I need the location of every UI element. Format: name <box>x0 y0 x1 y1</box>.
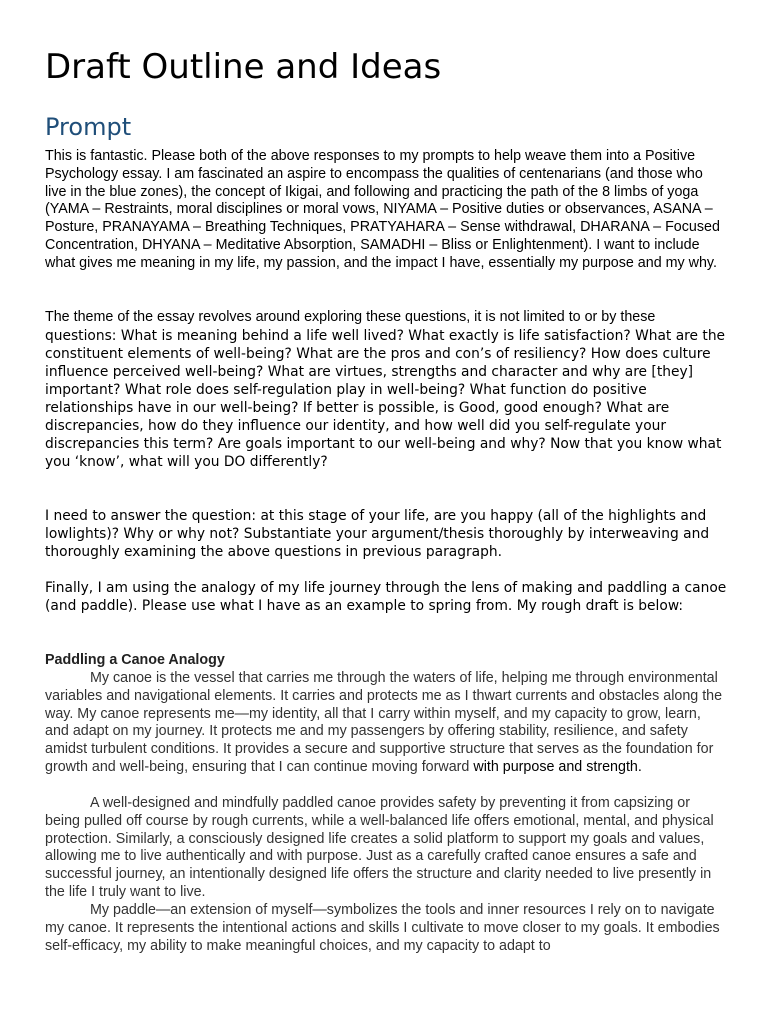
prompt-paragraph-2-lead: The theme of the essay revolves around exploring these questions, it is not limited to or by these <box>45 309 656 325</box>
prompt-heading: Prompt <box>45 113 132 141</box>
prompt-paragraph-3: I need to answer the question: at this stage of your life, are you happy (all of the highlights and lowlights)? Why or why not? Substantiate your argument/thesis thoroughly by interweaving and thoroughly examining the above questions in previous paragraph. <box>45 508 710 560</box>
canoe-paragraph-1 <box>45 670 727 777</box>
prompt-paragraph-4: Finally, I am using the analogy of my life journey through the lens of making and paddling a canoe (and paddle). Please use what I have as an example to spring from. My rough draft is below: <box>45 580 727 614</box>
canoe-analogy-heading: Paddling a Canoe Analogy <box>45 652 225 668</box>
canoe-paragraph-1-main: My canoe is the vessel that carries me through the waters of life, helping me through environmental variables and navigational elements. It carries and protects me as I thwart currents and obstacles along the way. My canoe represents me—my identity, all that I carry within myself, and my capacity to grow, learn, and adapt on my journey. It protects me and my passengers by offering stability, resilience, and safety amidst turbulent conditions. It provides a secure and supportive structure that serves as the foundation for growth and well-being, ensuring that I can continue moving forward <box>45 670 723 775</box>
canoe-paragraph-1-end: with purpose and strength. <box>469 758 642 775</box>
canoe-paragraph-3: My paddle—an extension of myself—symbolizes the tools and inner resources I rely on to navigate my canoe. It represents the intentional actions and skills I cultivate to move closer to my goals. It embodies self-efficacy, my ability to make meaningful choices, and my capacity to adapt to <box>45 902 720 954</box>
prompt-paragraph-1: This is fantastic. Please both of the above responses to my prompts to help weave them into a Positive Psychology essay. I am fascinated an aspire to encompass the qualities of centenarians (and those who live in the blue zones), the concept of Ikigai, and following and practicing the path of the 8 limbs of yoga (YAMA – Restraints, moral disciplines or moral vows, NIYAMA – Positive duties or observances, ASANA – Posture, PRANAYAMA – Breathing Techniques, PRATYAHARA – Sense withdrawal, DHARANA – Focused Concentration, DHYANA – Meditative Absorption, SAMADHI – Bliss or Enlightenment). I want to include what gives me meaning in my life, my passion, and the impact I have, essentially my purpose and my why. <box>45 148 720 271</box>
prompt-paragraph-2-rest: questions: What is meaning behind a life well lived? What exactly is life satisfaction? What are the constituent elements of well-being? What are the pros and con’s of resiliency? How does culture influence perceived well-being? What are virtues, strengths and character and why are [they] important? What role does self-regulation play in well-being? What function do positive relationships have in our well-being? If better is possible, is Good, good enough? What are discrepancies, how do they influence our identity, and how well did you self-regulate your discrepancies this term? Are goals important to our well-being and why? Now that you know what you ‘know’, what will you DO differently? <box>45 327 726 470</box>
canoe-paragraph-2: A well-designed and mindfully paddled canoe provides safety by preventing it from capsizing or being pulled off course by rough currents, while a well-balanced life offers emotional, mental, and physical protection. Similarly, a consciously designed life creates a solid platform to support my goals and values, allowing me to live authentically and with purpose. Just as a carefully crafted canoe ensures a safe and successful journey, an intentionally designed life offers the structure and clarity needed to live presently in the life I truly want to live. <box>45 795 714 900</box>
prompt-paragraph-2 <box>45 308 727 471</box>
document-title: Draft Outline and Ideas <box>45 47 442 87</box>
